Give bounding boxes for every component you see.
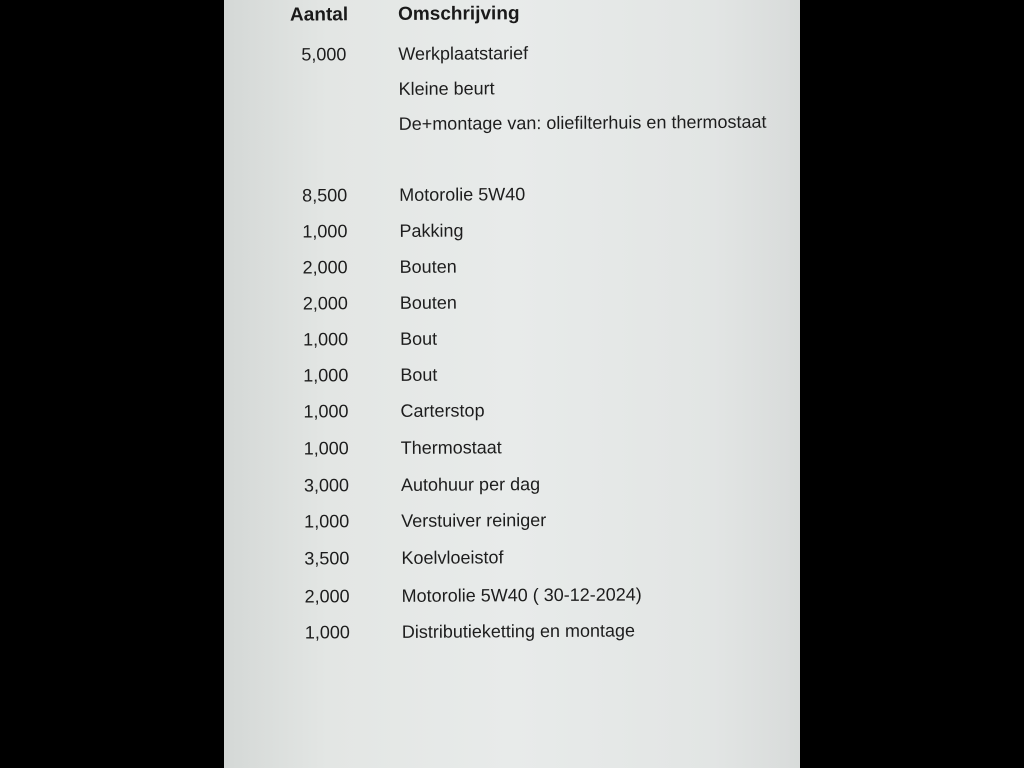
quantity-value: 1,000 (304, 511, 350, 532)
quantity-value: 1,000 (303, 438, 349, 459)
quantity-value: 8,500 (302, 185, 348, 206)
line-item (225, 182, 800, 212)
description-value: Bouten (399, 256, 457, 277)
quantity-value: 1,000 (302, 329, 349, 350)
description-value: De+montage van: oliefilterhuis en thermostaat (398, 111, 767, 134)
quantity-value: 5,000 (301, 44, 347, 65)
description-value: Carterstop (400, 400, 485, 421)
quantity-value (265, 114, 347, 115)
description-value: Kleine beurt (398, 78, 495, 99)
description-value: Thermostaat (400, 437, 502, 458)
invoice-lines (224, 0, 800, 768)
line-item (226, 326, 800, 356)
line-item (224, 76, 800, 106)
quantity-value: 1,000 (304, 622, 350, 643)
line-item (228, 583, 800, 613)
quantity-value: 1,000 (303, 401, 349, 422)
line-item (227, 435, 800, 465)
line-item (228, 619, 800, 649)
description-value: Motorolie 5W40 (399, 184, 526, 205)
line-item (226, 398, 800, 428)
quantity-value: 3,500 (304, 548, 350, 569)
quantity-value: 1,000 (302, 221, 348, 242)
paper-sheet (224, 0, 800, 768)
description-value: Motorolie 5W40 ( 30-12-2024) (401, 584, 642, 606)
quantity-value: 1,000 (303, 365, 349, 386)
line-item (226, 362, 800, 392)
quantity-value: 2,000 (302, 257, 348, 278)
line-item (227, 472, 800, 502)
description-value: Pakking (399, 220, 464, 241)
line-item (224, 41, 800, 71)
description-header: Omschrijving (398, 3, 520, 25)
description-value: Bouten (399, 292, 457, 313)
quantity-header: Aantal (289, 4, 349, 26)
line-item (225, 111, 800, 141)
description-value: Bout (400, 364, 438, 385)
description-value: Distributieketting en montage (401, 620, 636, 642)
description-value: Verstuiver reiniger (401, 510, 547, 531)
description-value: Bout (400, 328, 438, 349)
line-item (226, 254, 800, 284)
description-value: Autohuur per dag (400, 474, 541, 495)
quantity-value (264, 79, 346, 80)
line-item (227, 508, 800, 538)
line-item (226, 290, 800, 320)
quantity-value: 2,000 (302, 293, 348, 314)
quantity-value: 2,000 (304, 586, 350, 607)
line-item (225, 218, 800, 248)
line-item (227, 545, 800, 575)
description-value: Werkplaatstarief (398, 43, 529, 64)
quantity-value: 3,000 (303, 475, 350, 496)
description-value: Koelvloeistof (401, 547, 504, 568)
